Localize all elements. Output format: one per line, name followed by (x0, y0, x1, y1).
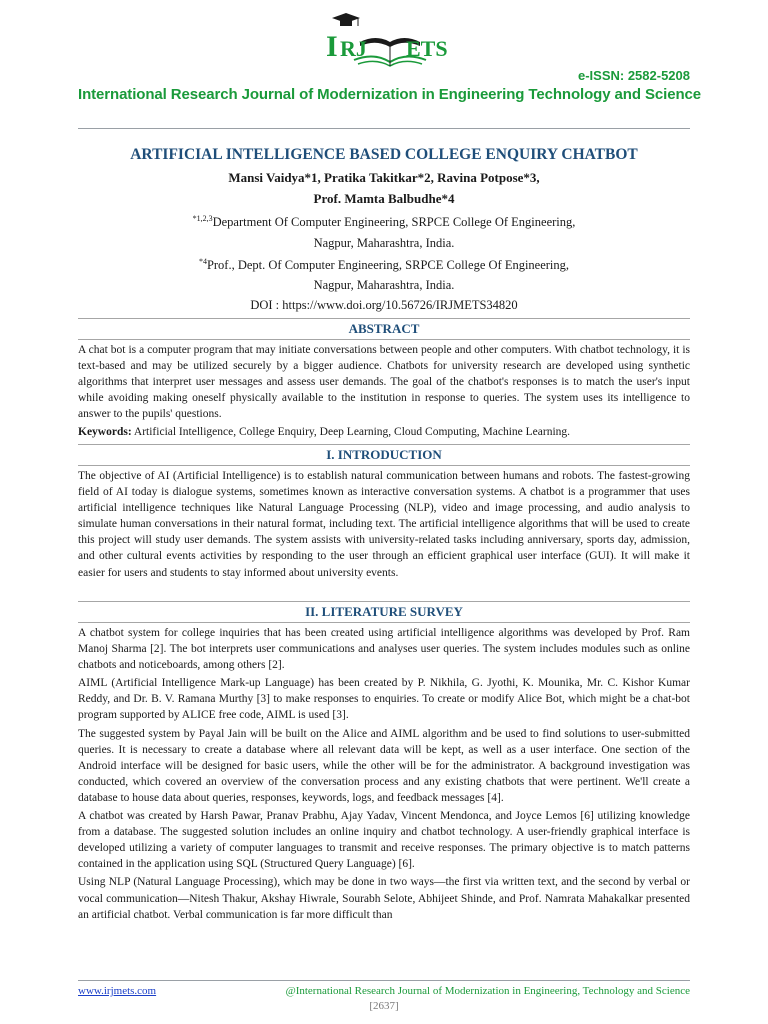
keywords-label: Keywords: (78, 426, 132, 439)
footer-copyright: @International Research Journal of Modernization in Engineering, Technology and Science (285, 985, 690, 997)
affiliation-1-location: Nagpur, Maharashtra, India. (313, 236, 455, 250)
authors-line-2 (78, 191, 690, 207)
journal-website-link[interactable]: www.irjmets.com (78, 985, 157, 997)
introduction-heading: I. INTRODUCTION (78, 444, 690, 466)
author-names-1: Mansi Vaidya*1, Pratika Takitkar*2, Ravina Potpose*3, (228, 170, 540, 185)
affiliation-2-marker: *4 (198, 257, 207, 266)
author-names-2: Prof. Mamta Balbudhe*4 (313, 191, 455, 206)
journal-logo (318, 12, 454, 82)
journal-name: International Research Journal of Modernization in Engineering Technology and Science (78, 86, 701, 103)
abstract-heading: ABSTRACT (78, 318, 690, 340)
affiliation-1 (78, 214, 690, 230)
affiliation-1-marker: *1,2,3 (192, 214, 213, 223)
introduction-text: The objective of AI (Artificial Intelligence) is to establish natural communication between humans and robots. The fastest-growing field of AI today is dialogue systems, sometimes known as interactive conversation systems. A chatbot is a programmer that uses artificial intelligence techniques like Natural Language Processing (NLP), video and image processing, and audio analysis to simulate human conversations in their natural format, including text. The artificial intelligence algorithms that will be used to create this project will study user demands. The system assists with university-related tasks including anniversary, sports day, admission, and other cultural events activities by responding to the user through an efficient graphical user interface (GUI). It will make it easier for users and students to stay informed about university events. (78, 470, 690, 579)
abstract-text: A chat bot is a computer program that may initiate conversations between people and other computers. With chatbot technology, it is text-based and may be utilized securely by a bigger audience. Chatbots for university research are developed using synthetic algorithms that interpret user messages and assess user demands. The goal of the chatbot's responses is to match the user's input while avoiding making oneself physically available to the institution in response to queries. The system uses its intelligence to answer to the pupils' questions. (78, 344, 690, 421)
affiliation-2 (78, 257, 690, 273)
introduction-body (78, 468, 690, 583)
issn-label: e-ISSN: 2582-5208 (577, 68, 690, 83)
doi-link[interactable]: DOI : https://www.doi.org/10.56726/IRJMETS34820 (250, 298, 518, 312)
literature-paragraph-2: AIML (Artificial Intelligence Mark-up Language) has been created by P. Nikhila, G. Jyothi, K. Mounika, Mr. C. Kishor Kumar Reddy, and Dr. B. V. Ramana Murthy [3] to make responses to enquiries. To create or modify Alice Bot, which might be a chat-bot program supported by ALICE free code, AIML is used [3]. (78, 677, 690, 722)
affiliation-2-location: Nagpur, Maharashtra, India. (313, 278, 455, 292)
literature-paragraph-5: Using NLP (Natural Language Processing), which may be done in two ways—the first via written text, and the second by verbal or vocal communication—Nitesh Thakur, Akshay Hiwrale, Sourabh Selote, Abhijeet Shinde, and Prof. Namrata Mahakalkar presented an artificial chatbot. Verbal communication is far more difficult than (78, 876, 690, 921)
literature-survey-body (78, 625, 690, 925)
header-divider (78, 128, 690, 129)
paper-title: ARTIFICIAL INTELLIGENCE BASED COLLEGE ENQUIRY CHATBOT (130, 146, 638, 163)
keywords-text: Artificial Intelligence, College Enquiry, Deep Learning, Cloud Computing, Machine Learning. (131, 426, 571, 439)
svg-text:ETS: ETS (406, 36, 448, 61)
abstract-body (78, 342, 690, 443)
authors-line-1 (78, 170, 690, 186)
literature-paragraph-3: The suggested system by Payal Jain will be built on the Alice and AIML algorithm and be used to find solutions to user-submitted queries. It is necessary to create a database where all relevant data will be kept, as well as a user interface. One section of the Android interface will be designed for basic users, while the other will be for the administrator. A background investigation was conducted, which covered an overview of the conversation process and any existing chatbots that were pertinent. We'll create a database to house data about queries, responses, keywords, logs, and feedback messages [4]. (78, 727, 690, 804)
svg-text:RJ: RJ (340, 36, 367, 61)
footer-divider (78, 980, 690, 981)
keywords-line (78, 424, 690, 440)
literature-survey-heading: II. LITERATURE SURVEY (78, 601, 690, 623)
affiliation-2-text: Prof., Dept. Of Computer Engineering, SRPCE College Of Engineering, (206, 258, 570, 273)
svg-text:I: I (326, 30, 338, 63)
page-number: [2637] (369, 1000, 399, 1012)
book-cap-logo-icon (318, 12, 454, 82)
literature-paragraph-4: A chatbot was created by Harsh Pawar, Pranav Prabhu, Ajay Yadav, Vincent Mendonca, and Joyce Lemos [6] utilizing knowledge from a database. The suggested solution includes an online inquiry and chatbot technology. A user-friendly graphical interface is developed utilizing a variety of computer languages to transmit and receive responses. The primary objective is to match patterns contained in the application using SQL (Structured Query Language) [6]. (78, 810, 690, 871)
affiliation-1-text: Department Of Computer Engineering, SRPCE College Of Engineering, (212, 215, 576, 230)
literature-paragraph-1: A chatbot system for college inquiries that has been created using artificial intelligence algorithms was developed by Prof. Ram Manoj Sharma [2]. The bot interprets user communications and analyses user queries. The system includes modules such as online chatbots and noticeboards, among others [2]. (78, 627, 690, 672)
